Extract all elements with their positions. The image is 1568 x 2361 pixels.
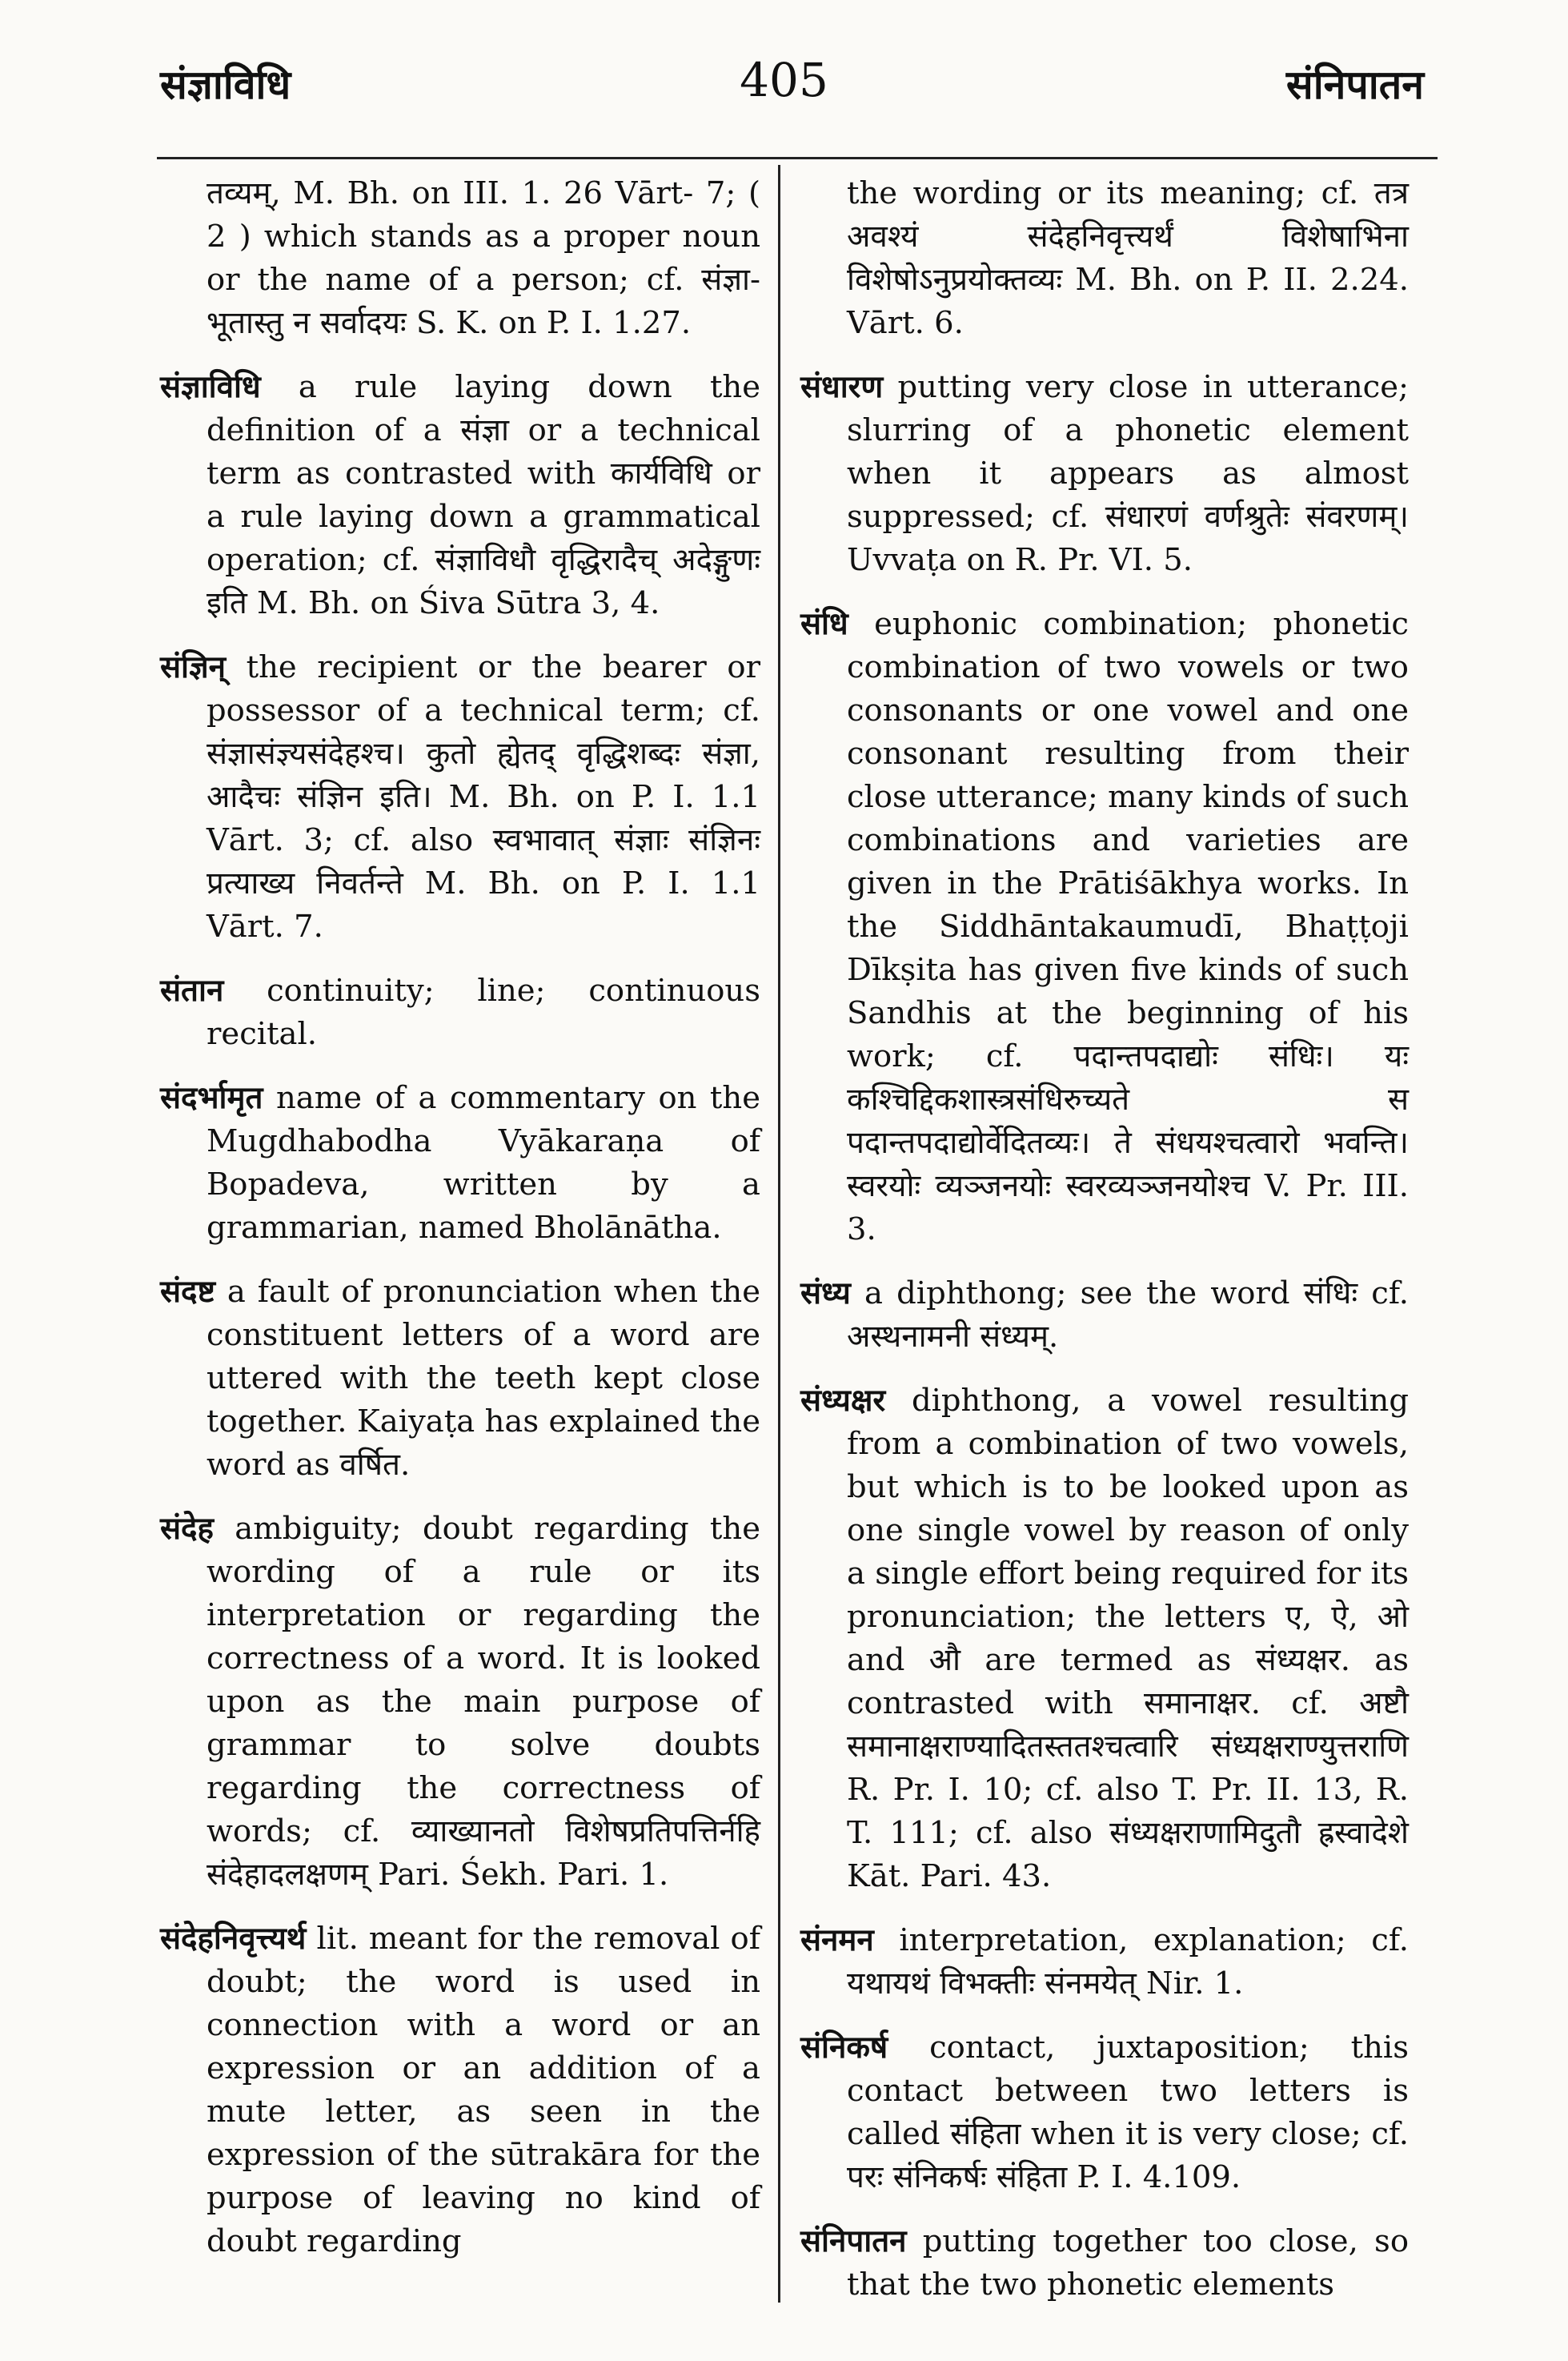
dictionary-entry: [800, 1272, 1409, 1359]
entry-headword: संधारण: [800, 369, 884, 405]
entry-headword: संधि: [800, 606, 848, 642]
entry-text: interpretation, explanation; cf. यथायथं विभक्तीः संनमयेत् Nir. 1.: [847, 1922, 1409, 2002]
entry-text: lit. meant for the removal of doubt; the word is used in connection with a word or an expression or an addition of a mute letter, as seen in the expression of the sūtrakāra for the purpose of leaving no kind of doubt regarding: [207, 1921, 760, 2259]
dictionary-entry: [160, 1077, 760, 1250]
entry-text: a rule laying down the definition of a संज्ञा or a technical term as contrasted with कार्यविधि or a rule laying down a grammatical operation; cf. संज्ञाविधौ वृद्धिरादैच् अदेङ्गुणः इति M. Bh. on Śiva Sūtra 3, 4.: [207, 369, 760, 621]
column-divider: [778, 165, 780, 2303]
entry-headword: संनिपातन: [800, 2223, 907, 2259]
dictionary-entry: [160, 172, 760, 345]
entry-text: euphonic combination; phonetic combination of two vowels or two consonants or one vowel and one consonant resulting from their close utterance; many kinds of such combinations and varieties are given in the Prātiśākhya works. In the Siddhāntakaumudī, Bhaṭṭoji Dīkṣita has given five kinds of such Sandhis at the beginning of his work; cf. पदान्तपदाद्योः संधिः। यः कश्चिद्दिकशास्त्रसंधिरुच्यते स पदान्तपदाद्योर्वेदितव्यः। ते संधयश्चत्वारो भवन्ति। स्वरयोः व्यञ्जनयोः स्वरव्यञ्जनयोश्च V. Pr. III. 3.: [847, 606, 1409, 1247]
dictionary-entry: [800, 603, 1409, 1251]
left-column: [160, 172, 760, 2284]
entry-text: contact, juxtaposition; this contact between two letters is called संहिता when it is very close; cf. परः संनिकर्षः संहिता P. I. 4.109.: [847, 2030, 1409, 2195]
entry-text: name of a commentary on the Mugdhabodha Vyākaraṇa of Bopadeva, written by a grammarian, named Bholānātha.: [207, 1080, 760, 1246]
entry-text: putting very close in utterance; slurring of a phonetic element when it appears as almost suppressed; cf. संधारणं वर्णश्रुतेः संवरणम्। Uvvaṭa on R. Pr. VI. 5.: [847, 369, 1409, 578]
entry-headword: संध्य: [800, 1275, 851, 1311]
entry-text: putting together too close, so that the two phonetic elements: [847, 2223, 1409, 2303]
entry-text: diphthong, a vowel resulting from a combination of two vowels, but which is to be looked upon as one single vowel by reason of only a single effort being required for its pronunciation; the letters ए, ऐ, ओ and औ are termed as संध्यक्षर. as contrasted with समानाक्षर. cf. अष्टौ समानाक्षराण्यादितस्ततश्चत्वारि संध्यक्षराण्युत्तराणि R. Pr. I. 10; cf. also T. Pr. II. 13, R. T. 111; cf. also संध्यक्षराणामिदुतौ ह्रस्वादेशे Kāt. Pari. 43.: [847, 1383, 1409, 1894]
entry-text: ambiguity; doubt regarding the wording of a rule or its interpretation or regarding the correctness of a word. It is looked upon as the main purpose of grammar to solve doubts regarding the correctness of words; cf. व्याख्यानतो विशेषप्रतिपत्तिर्नहि संदेहादलक्षणम् Pari. Śekh. Pari. 1.: [207, 1511, 760, 1893]
entry-headword: संनमन: [800, 1922, 874, 1958]
entry-headword: संनिकर्ष: [800, 2030, 888, 2066]
entry-text: a fault of pronunciation when the constituent letters of a word are uttered with the teeth kept close together. Kaiyaṭa has explained the word as वर्षित.: [207, 1274, 760, 1483]
entry-headword: संदर्भामृत: [160, 1080, 263, 1116]
dictionary-entry: [160, 1271, 760, 1487]
dictionary-entry: [800, 172, 1409, 345]
right-column: [800, 172, 1409, 2327]
entry-headword: संदष्ट: [160, 1274, 215, 1310]
entry-text: a diphthong; see the word संधिः cf. अस्थनामनी संध्यम्.: [847, 1275, 1409, 1355]
dictionary-entry: [800, 1379, 1409, 1898]
dictionary-entry: [800, 2026, 1409, 2199]
dictionary-entry: [160, 646, 760, 949]
entry-text: the wording or its meaning; cf. तत्र अवश्यं संदेहनिवृत्त्यर्थं विशेषाभिना विशेषोऽनुप्रयोक्तव्यः M. Bh. on P. II. 2.24. Vārt. 6.: [847, 175, 1409, 341]
dictionary-entry: [160, 1508, 760, 1897]
entry-headword: संज्ञिन्: [160, 649, 227, 685]
dictionary-entry: [160, 970, 760, 1056]
page-number: 405: [740, 53, 828, 107]
entry-text: continuity; line; continuous recital.: [207, 973, 760, 1052]
dictionary-entry: [160, 1917, 760, 2263]
dictionary-entry: [160, 366, 760, 625]
running-head-right: संनिपातन: [1285, 61, 1424, 108]
dictionary-entry: [800, 2220, 1409, 2307]
header-rule: [157, 157, 1438, 159]
entry-headword: संध्यक्षर: [800, 1383, 886, 1419]
entry-headword: संतान: [160, 973, 224, 1009]
entry-text: तव्यम्, M. Bh. on III. 1. 26 Vārt- 7; ( 2 ) which stands as a proper noun or the name of a person; cf. संज्ञा- भूतास्तु न सर्वादयः S. K. on P. I. 1.27.: [207, 175, 760, 341]
entry-headword: संदेहनिवृत्त्यर्थ: [160, 1921, 307, 1957]
running-head-left: संज्ञाविधि: [160, 61, 291, 108]
dictionary-entry: [800, 1919, 1409, 2006]
dictionary-entry: [800, 366, 1409, 582]
entry-text: the recipient or the bearer or possessor of a technical term; cf. संज्ञासंज्ञ्यसंदेहश्च। कुतो ह्येतद् वृद्धिशब्दः संज्ञा, आदैचः संज्ञिन इति। M. Bh. on P. I. 1.1 Vārt. 3; cf. also स्वभावात् संज्ञाः संज्ञिनः प्रत्याख्य निवर्तन्ते M. Bh. on P. I. 1.1 Vārt. 7.: [207, 649, 760, 945]
entry-headword: संज्ञाविधि: [160, 369, 261, 405]
entry-headword: संदेह: [160, 1511, 214, 1547]
